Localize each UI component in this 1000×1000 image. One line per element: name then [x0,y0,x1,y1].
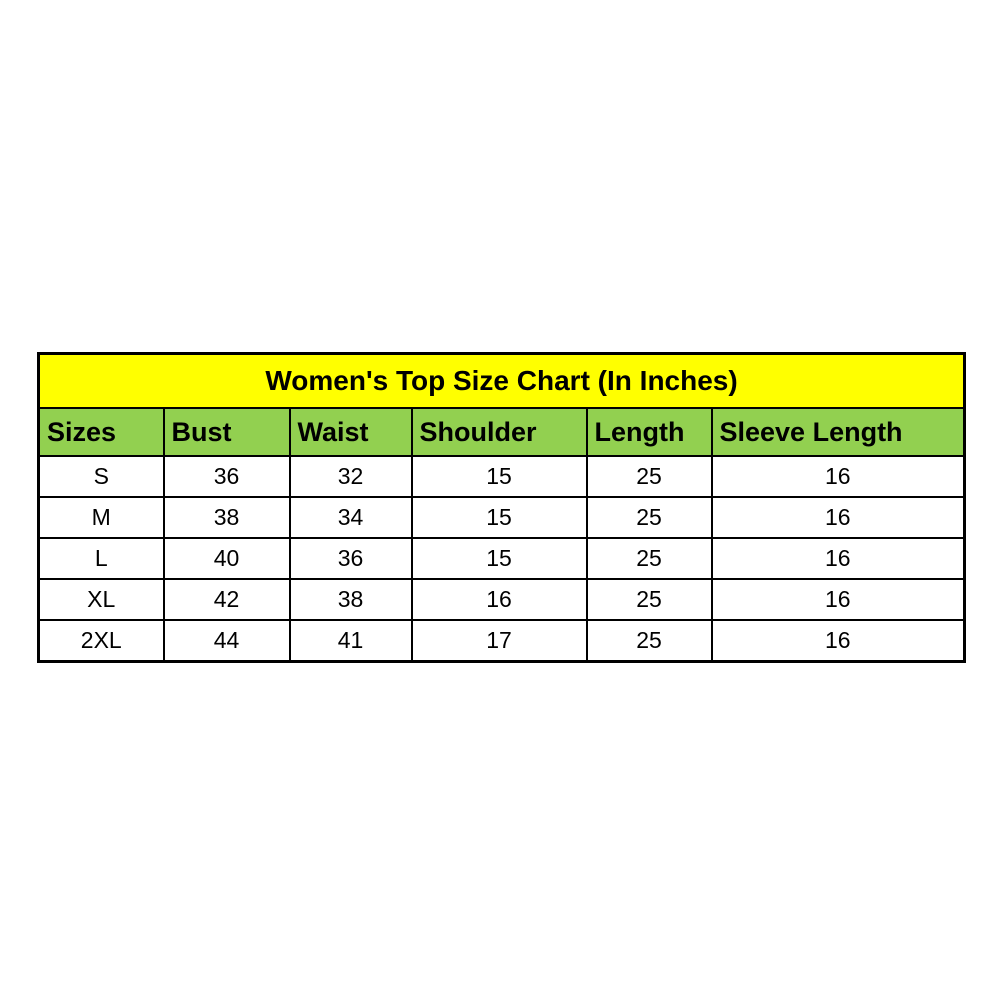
column-header-shoulder: Shoulder [412,408,587,456]
measurement-cell: 25 [587,497,712,538]
size-label-cell: XL [39,579,164,620]
column-header-sizes: Sizes [39,408,164,456]
table-row-xl [39,579,965,620]
measurement-cell: 41 [290,620,412,662]
measurement-cell: 40 [164,538,290,579]
measurement-cell: 34 [290,497,412,538]
size-label-cell: L [39,538,164,579]
measurement-cell: 15 [412,456,587,497]
table-row-2xl [39,620,965,662]
measurement-cell: 38 [164,497,290,538]
measurement-cell: 16 [712,579,965,620]
measurement-cell: 32 [290,456,412,497]
header-row [39,408,965,456]
measurement-cell: 25 [587,456,712,497]
measurement-cell: 15 [412,497,587,538]
table-row-l [39,538,965,579]
measurement-cell: 36 [164,456,290,497]
measurement-cell: 16 [712,456,965,497]
size-chart [37,352,963,663]
measurement-cell: 15 [412,538,587,579]
size-label-cell: M [39,497,164,538]
measurement-cell: 38 [290,579,412,620]
measurement-cell: 25 [587,579,712,620]
column-header-bust: Bust [164,408,290,456]
measurement-cell: 36 [290,538,412,579]
measurement-cell: 42 [164,579,290,620]
column-header-sleeve-length: Sleeve Length [712,408,965,456]
measurement-cell: 16 [412,579,587,620]
table-title: Women's Top Size Chart (In Inches) [39,354,965,409]
measurement-cell: 25 [587,620,712,662]
table-row-m [39,497,965,538]
column-header-length: Length [587,408,712,456]
size-label-cell: 2XL [39,620,164,662]
measurement-cell: 16 [712,620,965,662]
size-chart-table [37,352,966,663]
table-row-s [39,456,965,497]
measurement-cell: 16 [712,538,965,579]
size-label-cell: S [39,456,164,497]
measurement-cell: 25 [587,538,712,579]
measurement-cell: 16 [712,497,965,538]
table-body [39,456,965,662]
column-header-waist: Waist [290,408,412,456]
measurement-cell: 44 [164,620,290,662]
measurement-cell: 17 [412,620,587,662]
title-row [39,354,965,409]
